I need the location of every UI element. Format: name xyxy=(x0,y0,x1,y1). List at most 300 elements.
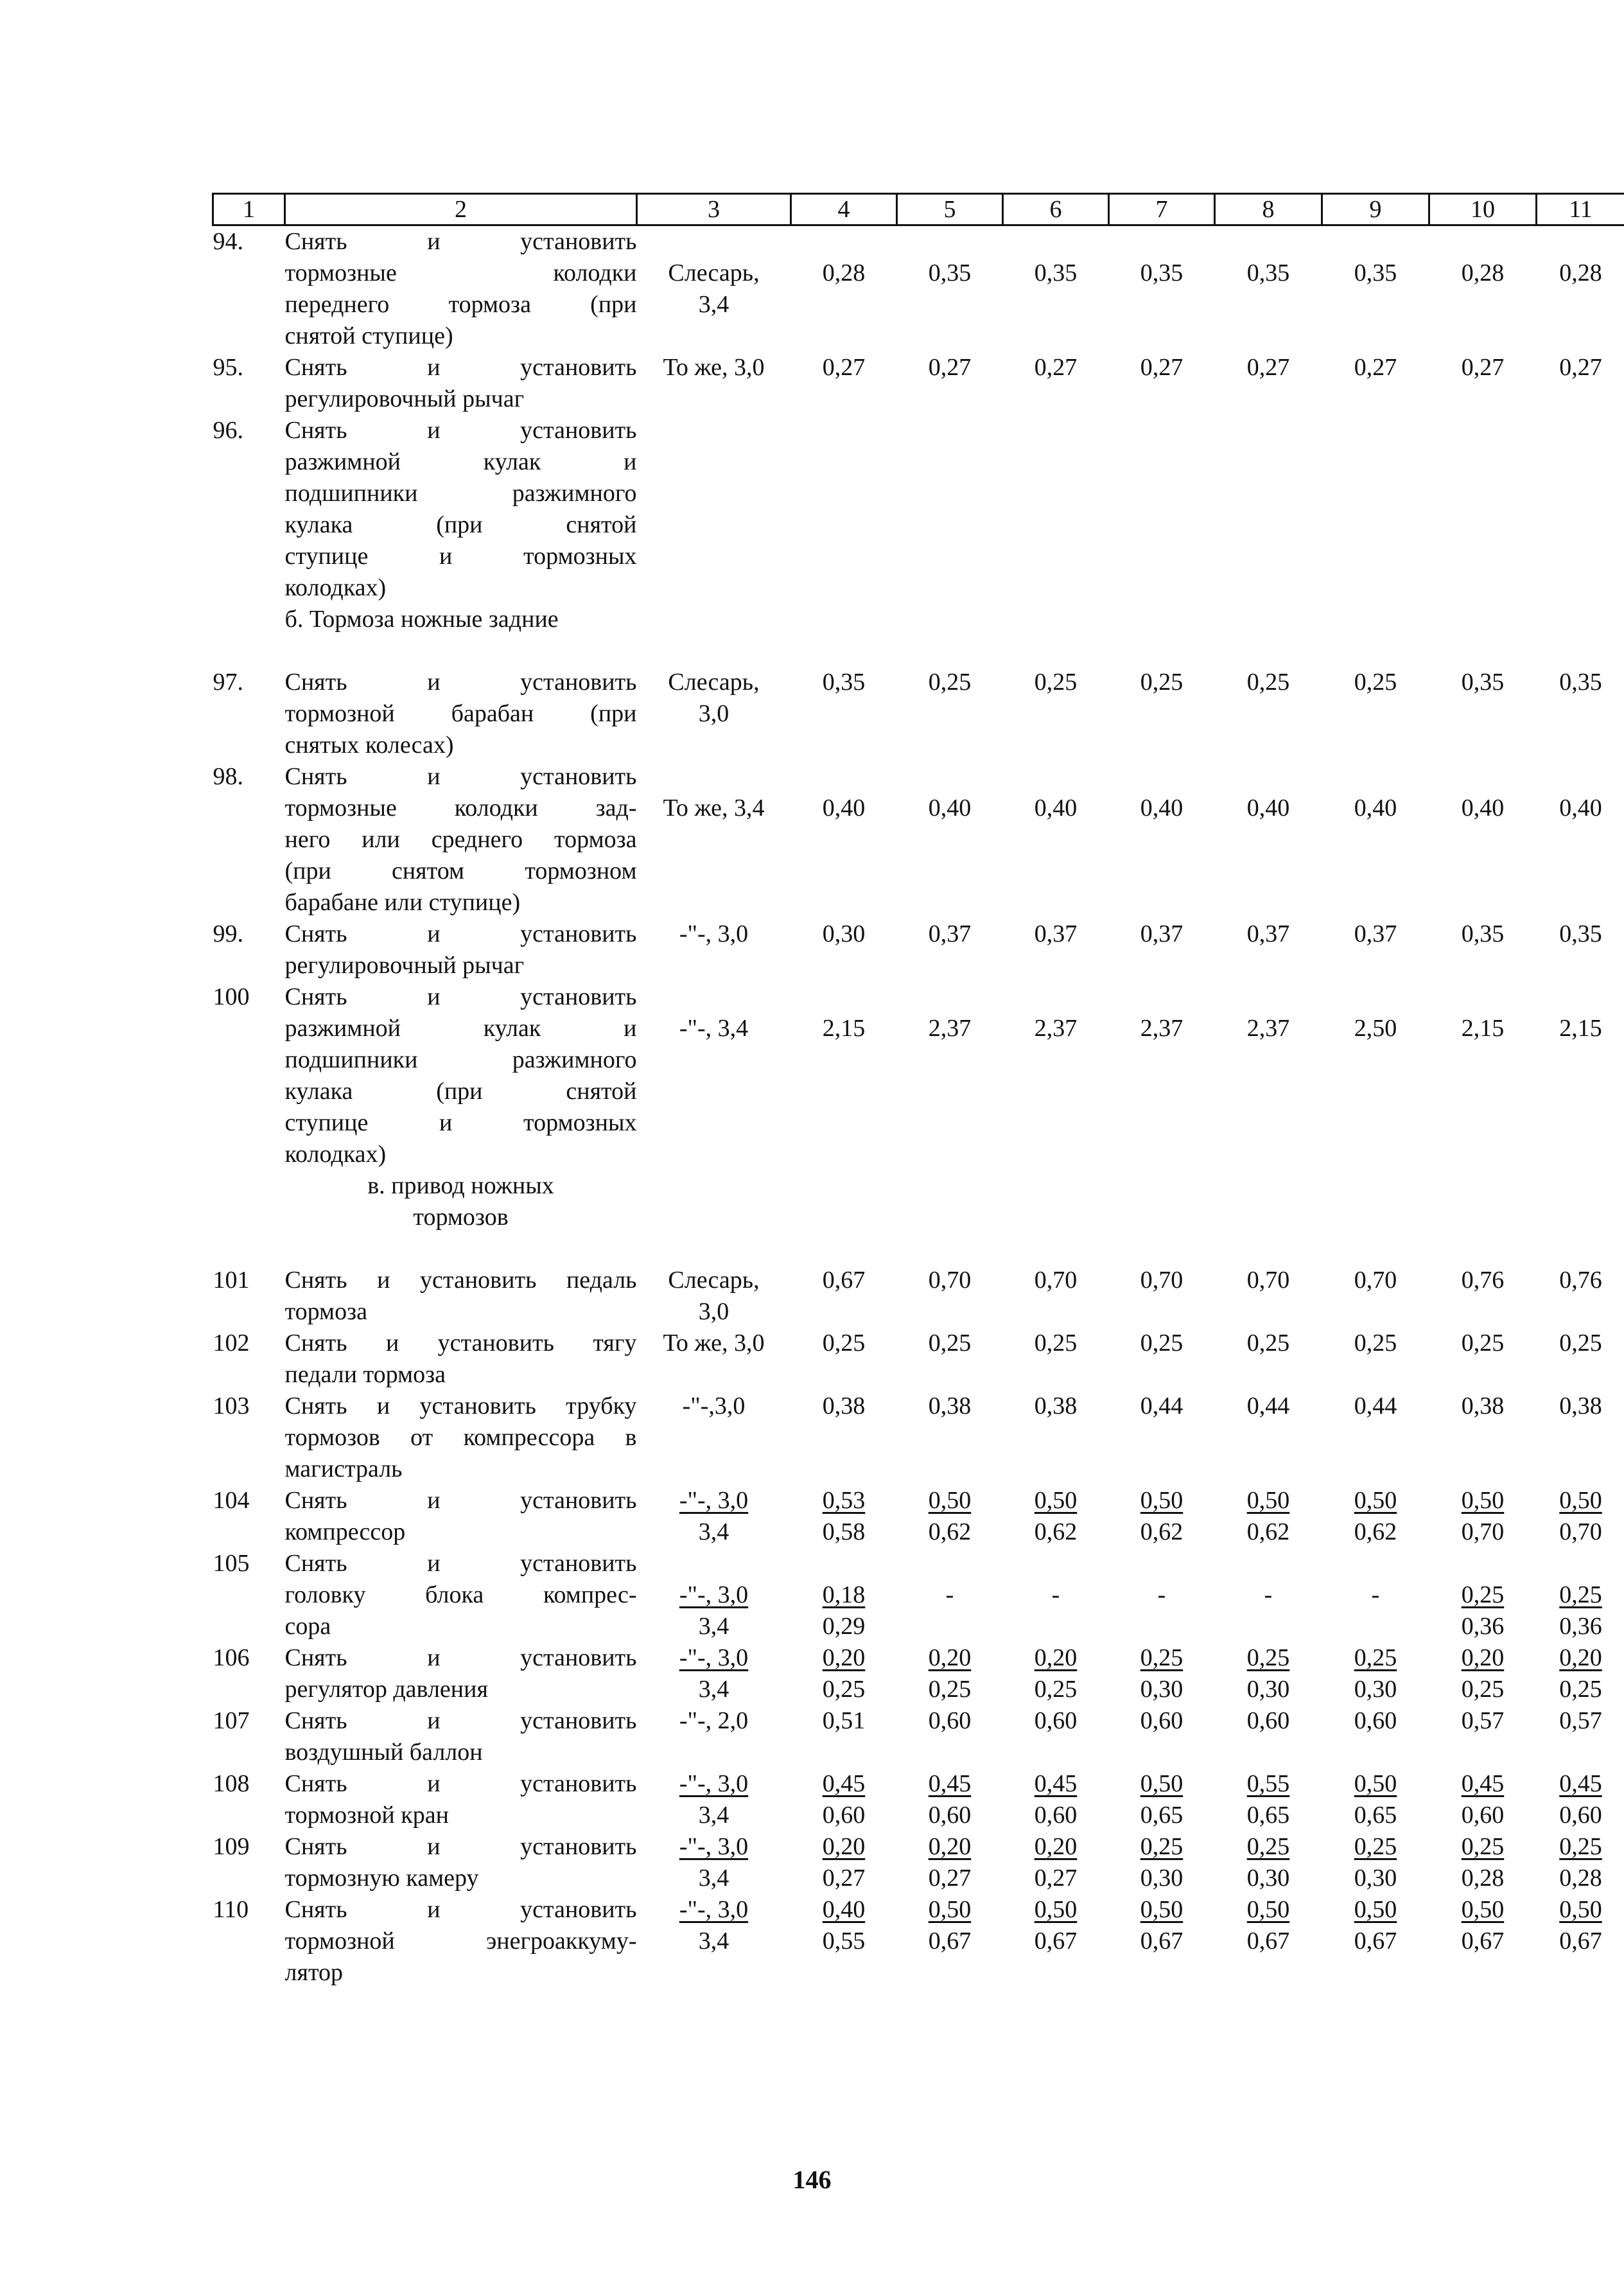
norm-col-4 xyxy=(791,415,897,604)
line-spacer xyxy=(1429,1548,1537,1579)
norm-col-7 xyxy=(1109,761,1215,918)
norm-value: 0,65 xyxy=(1354,1802,1397,1829)
norm-value-line xyxy=(1429,1265,1537,1296)
norm-value-line xyxy=(1429,1579,1537,1611)
norm-value: - xyxy=(945,1581,954,1608)
operation-line: Снять и установить xyxy=(284,1770,637,1797)
norm-col-11 xyxy=(1537,761,1624,918)
norm-value-line xyxy=(1322,1863,1429,1894)
norm-col-6 xyxy=(1003,981,1109,1170)
operation-description xyxy=(285,1831,637,1894)
blank-cell xyxy=(1322,604,1429,667)
norm-value-line xyxy=(791,1265,897,1296)
performer-text: 3,4 xyxy=(698,1802,729,1829)
norm-col-7 xyxy=(1109,1831,1215,1894)
norm-col-4 xyxy=(791,667,897,761)
operation-line: тормозной энегроаккуму- xyxy=(284,1928,637,1954)
norm-col-7 xyxy=(1109,1391,1215,1485)
norm-value-line xyxy=(1322,1831,1429,1863)
norm-col-7 xyxy=(1109,1328,1215,1391)
norm-value: 0,50 xyxy=(1559,1896,1602,1923)
performer-text: То же, 3,4 xyxy=(663,795,765,821)
operation-line: компрессор xyxy=(284,1518,406,1545)
performer-grade xyxy=(637,1768,791,1831)
blank-cell xyxy=(1322,1170,1429,1265)
norm-value: 0,36 xyxy=(1461,1613,1505,1640)
line-spacer xyxy=(637,1548,791,1579)
norm-value: 0,30 xyxy=(822,920,866,947)
norm-col-9 xyxy=(1322,415,1429,604)
performer-text: 3,4 xyxy=(698,1613,729,1640)
performer-text: -"-, 3,0 xyxy=(679,1581,749,1608)
norm-col-5 xyxy=(897,1705,1003,1768)
norm-value: 0,70 xyxy=(1140,1267,1183,1294)
performer-line xyxy=(637,1265,791,1296)
operation-description xyxy=(285,352,637,415)
page-number: 146 xyxy=(792,2165,832,2194)
norm-value: 0,25 xyxy=(1246,1330,1290,1357)
norm-col-11 xyxy=(1537,918,1624,981)
norm-col-8 xyxy=(1215,225,1322,353)
norm-value: 0,25 xyxy=(1354,1644,1397,1671)
norm-value-line xyxy=(1322,1674,1429,1705)
blank-cell xyxy=(1109,1170,1215,1265)
norm-value: 0,65 xyxy=(1140,1802,1183,1829)
norm-value-line xyxy=(1003,1579,1109,1611)
norm-col-5 xyxy=(897,1391,1003,1485)
line-spacer xyxy=(1003,981,1109,1013)
norm-value-line xyxy=(1429,1642,1537,1674)
line-spacer xyxy=(1322,1548,1429,1579)
col-header-11: 11 xyxy=(1537,194,1624,225)
norm-value: 0,55 xyxy=(1246,1770,1290,1797)
norm-value-line xyxy=(897,1516,1003,1548)
performer-text: -"-, 3,0 xyxy=(679,920,749,947)
norm-value: 0,20 xyxy=(1034,1644,1078,1671)
norm-col-9 xyxy=(1322,1642,1429,1705)
performer-text: -"-, 3,0 xyxy=(679,1833,749,1860)
norm-value: 0,44 xyxy=(1354,1392,1397,1419)
norm-value-line xyxy=(1109,352,1215,383)
norm-col-9 xyxy=(1322,918,1429,981)
line-spacer xyxy=(1537,226,1624,258)
norm-value-line xyxy=(791,1485,897,1516)
norm-value-line xyxy=(1215,918,1322,950)
norm-value: 0,44 xyxy=(1246,1392,1290,1419)
norm-value-line xyxy=(791,1863,897,1894)
norm-value: 0,25 xyxy=(1034,1676,1078,1703)
norm-value: 0,50 xyxy=(1559,1487,1602,1514)
norm-col-7 xyxy=(1109,352,1215,415)
table-row xyxy=(213,1705,1624,1768)
norm-value-line xyxy=(897,1642,1003,1674)
norm-value-line xyxy=(791,1674,897,1705)
operation-line: Снять и установить xyxy=(284,1707,637,1734)
performer-line xyxy=(637,667,791,698)
table-row xyxy=(213,667,1624,761)
norm-col-8 xyxy=(1215,352,1322,415)
norm-value: 0,25 xyxy=(1140,1833,1183,1860)
operation-description xyxy=(285,1894,637,1989)
line-spacer xyxy=(897,226,1003,258)
norm-col-10 xyxy=(1429,918,1537,981)
norm-col-7 xyxy=(1109,981,1215,1170)
norm-value-line xyxy=(791,1926,897,1957)
operation-line: Снять и установить xyxy=(284,669,637,696)
norm-value-line xyxy=(1109,1705,1215,1737)
norm-value: 0,35 xyxy=(1140,259,1183,286)
norm-value: 0,37 xyxy=(1140,920,1183,947)
line-spacer xyxy=(1429,981,1537,1013)
norm-col-7 xyxy=(1109,1705,1215,1768)
norm-value-line xyxy=(791,1642,897,1674)
norm-col-7 xyxy=(1109,1642,1215,1705)
norm-col-11 xyxy=(1537,352,1624,415)
operation-description xyxy=(285,1265,637,1328)
col-header-1: 1 xyxy=(213,194,285,225)
operation-line: ступице и тормозных xyxy=(284,543,637,570)
norm-value-line xyxy=(1003,1926,1109,1957)
norm-value-line xyxy=(1215,667,1322,698)
norm-value-line xyxy=(1215,1391,1322,1422)
norm-value-line xyxy=(791,1705,897,1737)
norm-value-line xyxy=(1109,1391,1215,1422)
norm-col-11 xyxy=(1537,1831,1624,1894)
item-number: 94. xyxy=(213,228,243,255)
norm-value: 0,67 xyxy=(1354,1928,1397,1954)
norm-value: 0,25 xyxy=(1354,1833,1397,1860)
norm-col-8 xyxy=(1215,1894,1322,1989)
norm-value: 0,67 xyxy=(822,1267,866,1294)
norm-col-10 xyxy=(1429,415,1537,604)
operation-line: кулака (при снятой xyxy=(284,511,637,538)
norm-value-line xyxy=(1537,1800,1624,1831)
norm-value-line xyxy=(1429,1328,1537,1359)
operation-line: снятых колесах) xyxy=(284,732,454,759)
norm-col-9 xyxy=(1322,1705,1429,1768)
norm-value-line xyxy=(1003,667,1109,698)
blank-cell xyxy=(1537,1170,1624,1265)
table-row xyxy=(213,1391,1624,1485)
norm-col-6 xyxy=(1003,1831,1109,1894)
operation-line: подшипники разжимного xyxy=(284,1046,637,1073)
norm-value: 0,28 xyxy=(1559,259,1602,286)
operation-line: Снять и установить трубку xyxy=(284,1392,637,1419)
norm-value: 0,25 xyxy=(1461,1330,1505,1357)
performer-grade xyxy=(637,981,791,1170)
norm-value-line xyxy=(1429,1611,1537,1642)
line-spacer xyxy=(637,761,791,793)
norm-value-line xyxy=(1003,1485,1109,1516)
norm-value: 0,50 xyxy=(1354,1487,1397,1514)
performer-grade xyxy=(637,667,791,761)
norm-value: 0,67 xyxy=(1559,1928,1602,1954)
norm-value: 0,25 xyxy=(1559,1330,1602,1357)
norm-value: 0,40 xyxy=(1140,795,1183,821)
performer-text: Слесарь, xyxy=(668,669,760,696)
norm-col-11 xyxy=(1537,1328,1624,1391)
norm-value-line xyxy=(1537,1674,1624,1705)
operation-description xyxy=(285,1391,637,1485)
norm-value: 0,60 xyxy=(1461,1802,1505,1829)
operation-line: ступице и тормозных xyxy=(284,1109,637,1136)
norm-value: 0,67 xyxy=(1246,1928,1290,1954)
norm-value-line xyxy=(791,352,897,383)
norms-table xyxy=(212,193,1624,1989)
performer-line xyxy=(637,289,791,321)
operation-line: Снять и установить xyxy=(284,1550,637,1577)
norm-col-10 xyxy=(1429,352,1537,415)
item-number: 110 xyxy=(213,1896,249,1923)
norm-col-10 xyxy=(1429,1391,1537,1485)
norm-value: 0,25 xyxy=(822,1330,866,1357)
blank-cell xyxy=(213,604,285,667)
operation-line: колодках) xyxy=(284,1141,387,1168)
performer-grade xyxy=(637,1485,791,1548)
norm-value-line xyxy=(1003,1863,1109,1894)
norm-col-5 xyxy=(897,415,1003,604)
operation-line: тормозную камеру xyxy=(284,1865,479,1892)
performer-grade xyxy=(637,1642,791,1705)
blank-cell xyxy=(213,1170,285,1265)
norm-value-line xyxy=(1537,1013,1624,1044)
operation-line: Снять и установить xyxy=(284,920,637,947)
norm-value: 0,20 xyxy=(1034,1833,1078,1860)
norm-value-line xyxy=(1322,1768,1429,1800)
norm-value-line xyxy=(1537,1831,1624,1863)
operation-description xyxy=(285,1705,637,1768)
norm-value-line xyxy=(1429,1391,1537,1422)
norm-col-11 xyxy=(1537,1265,1624,1328)
performer-grade xyxy=(637,918,791,981)
norm-col-4 xyxy=(791,981,897,1170)
norm-value: 0,60 xyxy=(928,1707,972,1734)
operation-line: воздушный баллон xyxy=(284,1739,483,1766)
operation-line: него или среднего тормоза xyxy=(284,826,637,853)
norm-value: 0,45 xyxy=(1559,1770,1602,1797)
norm-value: 0,70 xyxy=(1559,1518,1602,1545)
norm-col-4 xyxy=(791,1485,897,1548)
norm-col-4 xyxy=(791,352,897,415)
operation-line: тормозной кран xyxy=(284,1802,449,1829)
operation-line: Снять и установить xyxy=(284,983,637,1010)
norm-value-line xyxy=(1003,352,1109,383)
norm-col-4 xyxy=(791,225,897,353)
item-number: 109 xyxy=(213,1833,250,1860)
norm-value: 2,37 xyxy=(928,1015,972,1042)
norm-value: 0,70 xyxy=(1246,1267,1290,1294)
performer-text: -"-, 3,4 xyxy=(679,1015,749,1042)
norm-value-line xyxy=(897,1863,1003,1894)
item-number: 95. xyxy=(213,354,243,381)
norm-value-line xyxy=(1215,1831,1322,1863)
norm-value: 0,76 xyxy=(1559,1267,1602,1294)
norm-value: - xyxy=(1051,1581,1060,1608)
norm-value: 0,35 xyxy=(1461,669,1505,696)
norm-value: 0,62 xyxy=(928,1518,972,1545)
performer-text: То же, 3,0 xyxy=(663,1330,765,1357)
line-spacer xyxy=(637,226,791,258)
norm-value-line xyxy=(897,352,1003,383)
performer-line xyxy=(637,1894,791,1926)
norm-col-8 xyxy=(1215,981,1322,1170)
norm-value: 0,50 xyxy=(1034,1896,1078,1923)
norm-value: 0,40 xyxy=(1354,795,1397,821)
norm-col-9 xyxy=(1322,352,1429,415)
norm-value-line xyxy=(1322,1265,1429,1296)
norm-value-line xyxy=(1109,1926,1215,1957)
norm-value: 0,35 xyxy=(822,669,866,696)
norm-value: 2,37 xyxy=(1034,1015,1078,1042)
performer-text: 3,4 xyxy=(698,1865,729,1892)
norm-value-line xyxy=(897,1391,1003,1422)
norm-value-line xyxy=(1537,1894,1624,1926)
norm-value: 0,50 xyxy=(928,1896,972,1923)
norm-value-line xyxy=(791,1579,897,1611)
norm-value-line xyxy=(897,1485,1003,1516)
performer-line xyxy=(637,1831,791,1863)
line-spacer xyxy=(1215,981,1322,1013)
item-number: 106 xyxy=(213,1644,250,1671)
table-row xyxy=(213,981,1624,1170)
norm-value-line xyxy=(1109,258,1215,289)
table-row xyxy=(213,1328,1624,1391)
norm-value: 0,45 xyxy=(1034,1770,1078,1797)
norm-value: 0,37 xyxy=(1354,920,1397,947)
operation-line: колодках) xyxy=(284,574,387,601)
norm-value-line xyxy=(791,1013,897,1044)
table-row xyxy=(213,1768,1624,1831)
norm-col-8 xyxy=(1215,1548,1322,1642)
norm-value: 0,30 xyxy=(1140,1676,1183,1703)
norm-col-5 xyxy=(897,1831,1003,1894)
norm-value: 0,62 xyxy=(1140,1518,1183,1545)
table-row xyxy=(213,1485,1624,1548)
item-number: 105 xyxy=(213,1550,250,1577)
item-number: 102 xyxy=(213,1330,250,1357)
col-header-5: 5 xyxy=(897,194,1003,225)
norm-col-10 xyxy=(1429,1705,1537,1768)
col-header-9: 9 xyxy=(1322,194,1429,225)
norm-value-line xyxy=(791,918,897,950)
norm-value-line xyxy=(1322,1579,1429,1611)
norm-value-line xyxy=(897,1894,1003,1926)
norm-col-9 xyxy=(1322,1768,1429,1831)
norm-value-line xyxy=(1537,793,1624,824)
norm-value: 0,38 xyxy=(1461,1392,1505,1419)
norm-value-line xyxy=(897,793,1003,824)
norm-value: 0,25 xyxy=(1559,1581,1602,1608)
operation-line: разжимной кулак и xyxy=(284,1015,637,1042)
norm-value: 0,60 xyxy=(1034,1802,1078,1829)
norm-value: 0,30 xyxy=(1246,1676,1290,1703)
norm-value-line xyxy=(1215,1485,1322,1516)
norm-value: 0,67 xyxy=(1140,1928,1183,1954)
norm-value: 0,25 xyxy=(1461,1676,1505,1703)
norm-col-9 xyxy=(1322,225,1429,353)
norm-value-line xyxy=(1429,1926,1537,1957)
performer-grade xyxy=(637,1705,791,1768)
performer-text: -"-, 3,0 xyxy=(679,1487,749,1514)
norm-value: 0,30 xyxy=(1354,1865,1397,1892)
performer-line xyxy=(637,1674,791,1705)
norm-value-line xyxy=(1109,1674,1215,1705)
norm-value: 0,60 xyxy=(1140,1707,1183,1734)
norm-col-4 xyxy=(791,1548,897,1642)
norm-value-line xyxy=(791,1611,897,1642)
operation-line: сора xyxy=(284,1613,331,1640)
norm-value: 0,20 xyxy=(928,1644,972,1671)
norm-col-11 xyxy=(1537,1768,1624,1831)
norm-value: 0,25 xyxy=(1034,1330,1078,1357)
norm-col-8 xyxy=(1215,1391,1322,1485)
line-spacer xyxy=(1003,761,1109,793)
norm-col-8 xyxy=(1215,761,1322,918)
line-spacer xyxy=(1109,1548,1215,1579)
norm-col-7 xyxy=(1109,918,1215,981)
section-heading xyxy=(285,604,637,667)
norm-value-line xyxy=(1322,1800,1429,1831)
norm-col-10 xyxy=(1429,761,1537,918)
norm-value: 0,50 xyxy=(1354,1770,1397,1797)
norm-col-9 xyxy=(1322,667,1429,761)
performer-grade xyxy=(637,1391,791,1485)
norm-value-line xyxy=(1215,1328,1322,1359)
norm-value-line xyxy=(1215,1579,1322,1611)
norm-value: 0,62 xyxy=(1246,1518,1290,1545)
norm-value-line xyxy=(1003,1642,1109,1674)
operation-line: кулака (при снятой xyxy=(284,1078,637,1105)
norm-value-line xyxy=(1003,1831,1109,1863)
norm-col-4 xyxy=(791,1391,897,1485)
norm-value: 2,37 xyxy=(1246,1015,1290,1042)
norm-value-line xyxy=(897,1768,1003,1800)
norm-col-6 xyxy=(1003,225,1109,353)
performer-text: -"-, 2,0 xyxy=(679,1707,749,1734)
norm-value: 0,29 xyxy=(822,1613,866,1640)
norm-value-line xyxy=(1429,1768,1537,1800)
norm-value: 2,15 xyxy=(1559,1015,1602,1042)
norm-col-6 xyxy=(1003,761,1109,918)
norm-value-line xyxy=(1537,918,1624,950)
norm-value: 0,27 xyxy=(1354,354,1397,381)
norm-col-10 xyxy=(1429,1894,1537,1989)
norm-value: 0,35 xyxy=(1354,259,1397,286)
norm-col-8 xyxy=(1215,1328,1322,1391)
norm-value: 0,27 xyxy=(1559,354,1602,381)
operation-description xyxy=(285,667,637,761)
operation-line: Снять и установить тягу xyxy=(284,1330,637,1357)
blank-cell xyxy=(897,604,1003,667)
norm-col-6 xyxy=(1003,1265,1109,1328)
norm-value: 0,58 xyxy=(822,1518,866,1545)
norm-col-6 xyxy=(1003,1642,1109,1705)
norm-value: 0,27 xyxy=(1246,354,1290,381)
norm-value-line xyxy=(1109,1328,1215,1359)
norm-value: - xyxy=(1371,1581,1380,1608)
norm-value-line xyxy=(1322,1328,1429,1359)
line-spacer xyxy=(1003,226,1109,258)
blank-cell xyxy=(1003,1170,1109,1265)
norm-col-6 xyxy=(1003,1485,1109,1548)
norm-value: 0,28 xyxy=(1559,1865,1602,1892)
norm-value-line xyxy=(1429,1705,1537,1737)
norm-col-8 xyxy=(1215,1705,1322,1768)
norm-value: 0,20 xyxy=(1559,1644,1602,1671)
norm-value: 0,25 xyxy=(1140,1644,1183,1671)
norm-value: 0,51 xyxy=(822,1707,866,1734)
norm-value: 0,62 xyxy=(1034,1518,1078,1545)
